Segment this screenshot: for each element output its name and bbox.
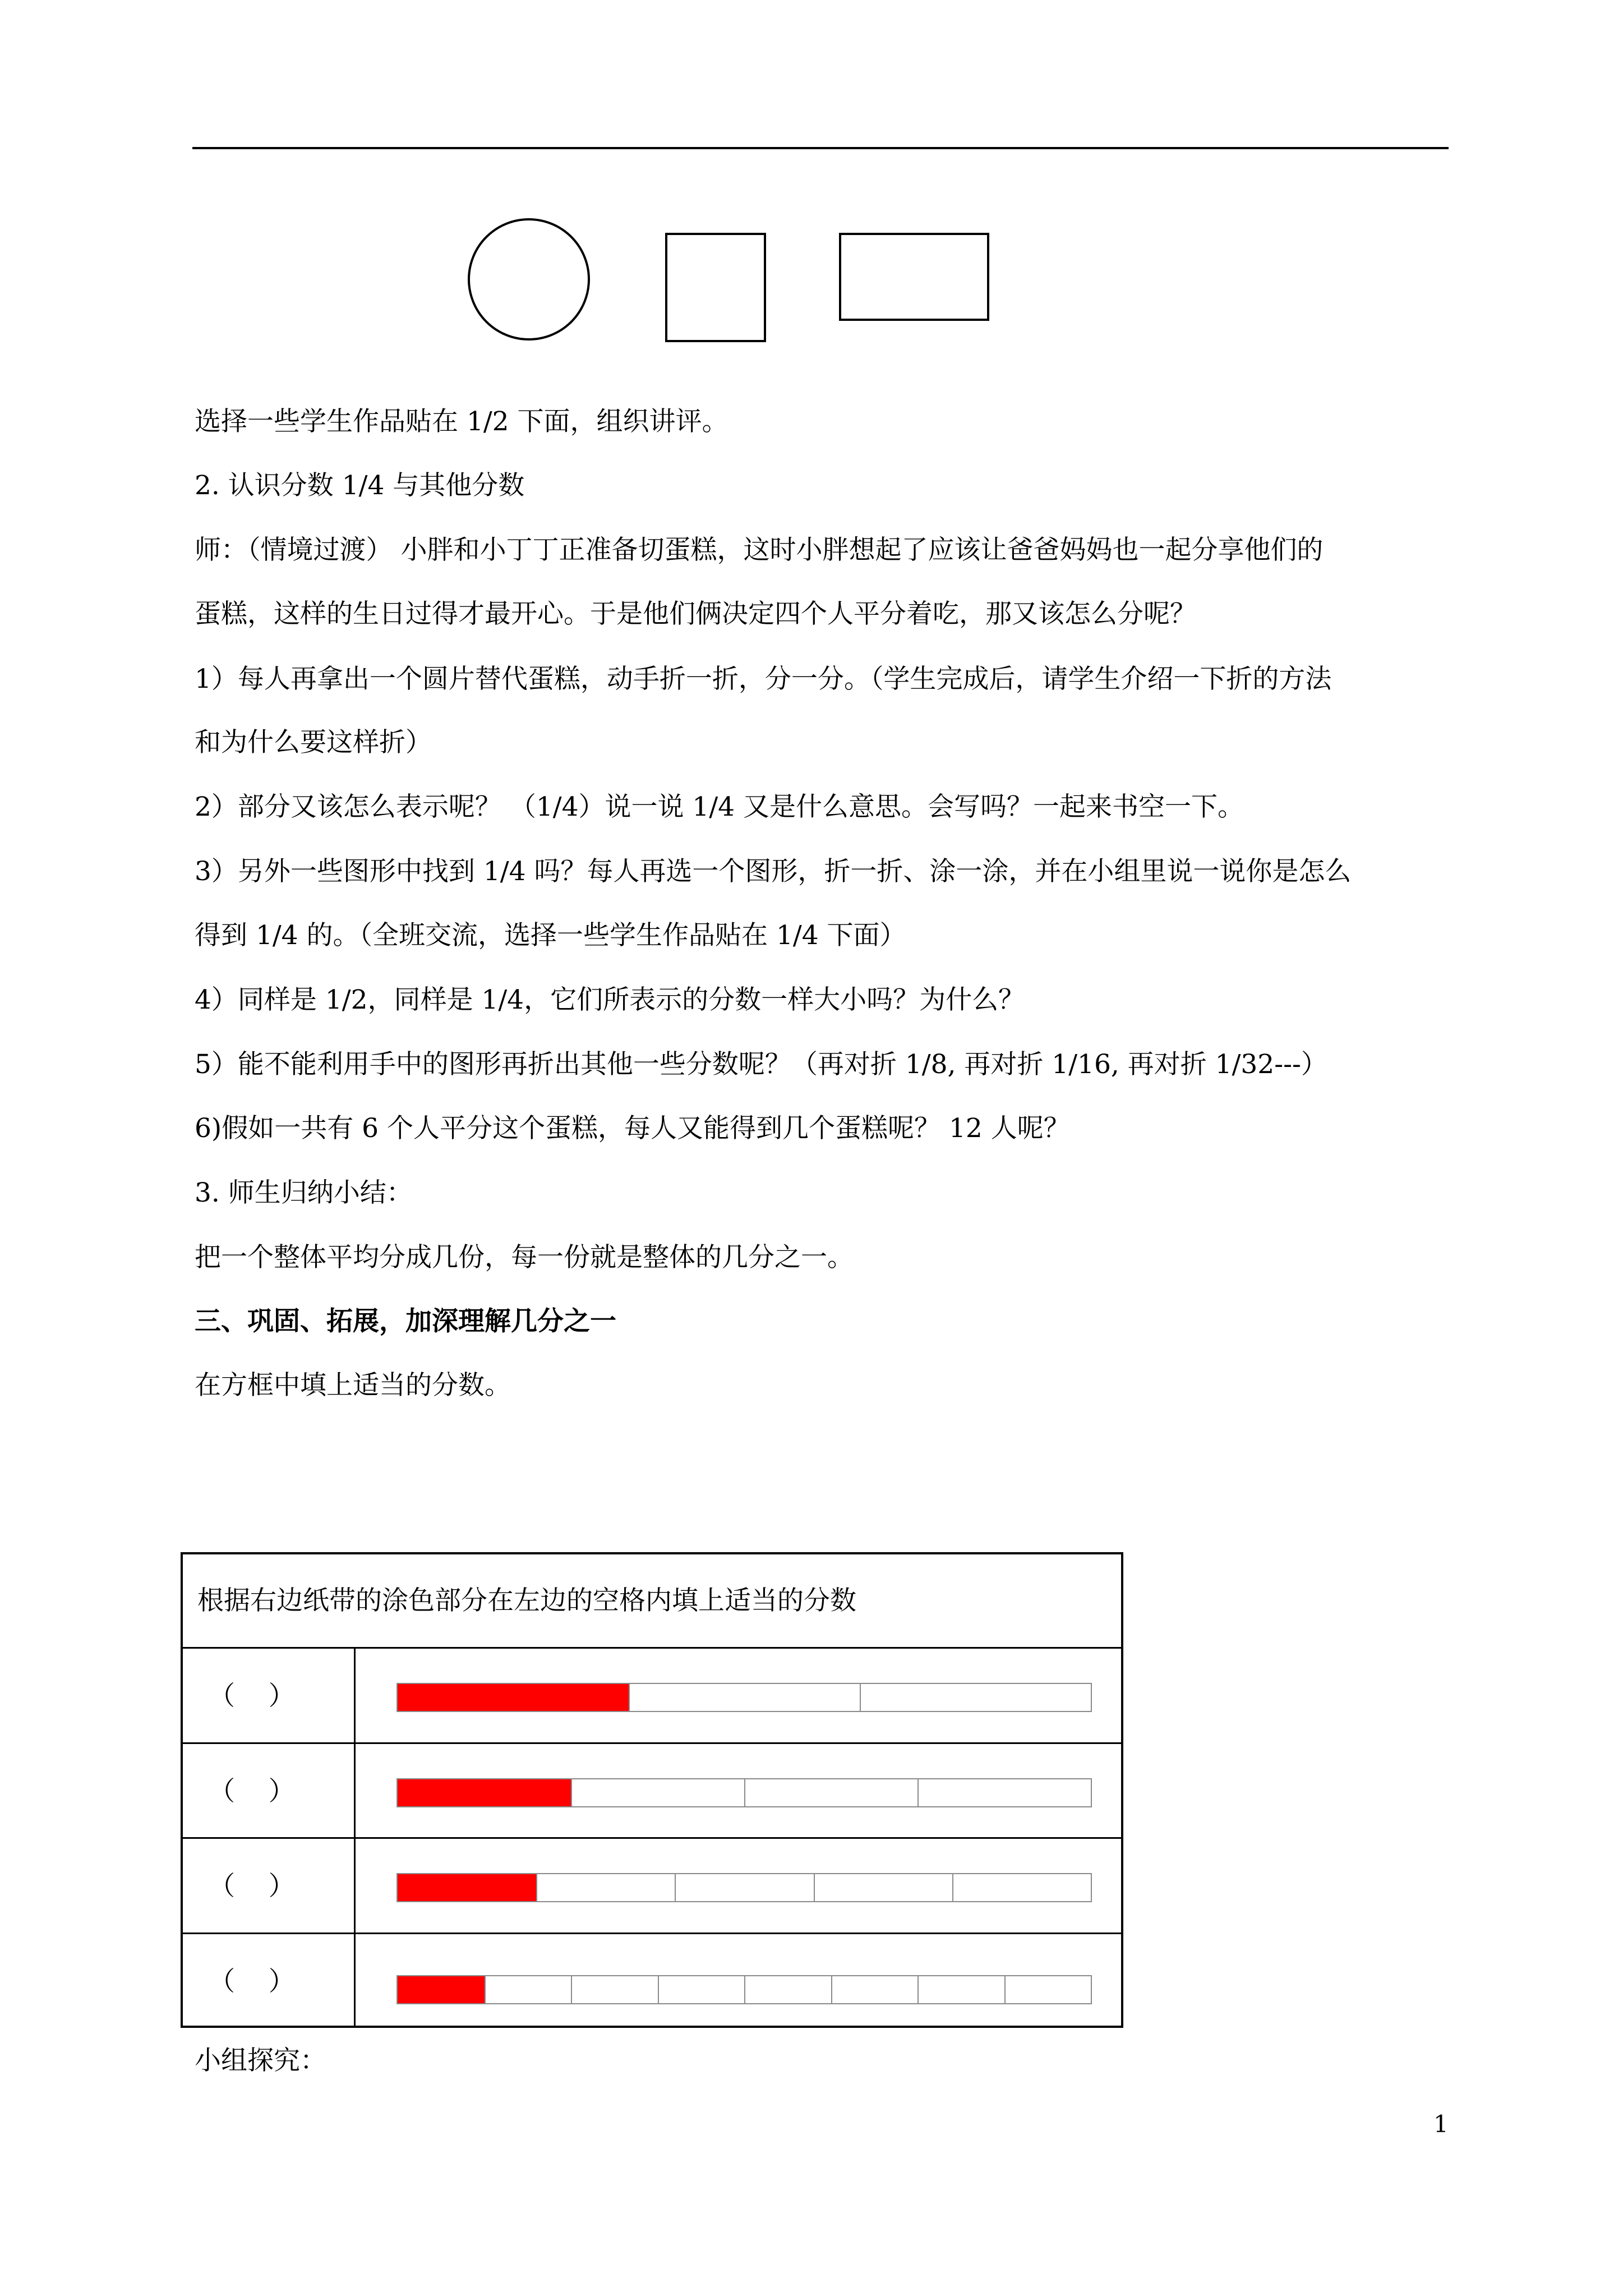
shaded-portion (398, 1684, 629, 1711)
strip-division-mark (571, 1778, 572, 1807)
shaded-portion (398, 1976, 485, 2003)
paragraph-instruction: 在方框中填上适当的分数。 (195, 1370, 511, 1401)
circle-shape (468, 218, 590, 341)
strip-division-mark (831, 1975, 832, 2004)
paragraph-summary: 把一个整体平均分成几份，每一份就是整体的几分之一。 (195, 1242, 854, 1273)
strip-division-mark (536, 1873, 537, 1902)
strip-division-mark (917, 1778, 919, 1807)
table-row (183, 1839, 1121, 1934)
strip-division-mark (952, 1873, 953, 1902)
paragraph-teacher-line-2: 蛋糕，这样的生日过得才最开心。于是他们俩决定四个人平分着吃，那又该怎么分呢？ (195, 599, 1196, 629)
strip-division-mark (571, 1975, 572, 2004)
paragraph-teacher-line-1: 师：（情境过渡） 小胖和小丁丁正准备切蛋糕，这时小胖想起了应该让爸爸妈妈也一起分享他们的 (195, 535, 1324, 565)
rectangle-shape (839, 233, 989, 321)
answer-blank[interactable]: （ ） (209, 1966, 295, 1997)
paragraph-item-2: 2）部分又该怎么表示呢？ （1/4）说一说 1/4 又是什么意思。会写吗？一起来书空一下。 (195, 792, 1244, 822)
table-row (183, 1934, 1121, 2028)
strip-division-mark (744, 1975, 745, 2004)
section-heading-consolidate: 三、巩固、拓展，加深理解几分之一 (195, 1306, 616, 1337)
strip-division-mark (917, 1975, 919, 2004)
strip-division-mark (1004, 1975, 1006, 2004)
fraction-strip-table (181, 1552, 1123, 2028)
strip-division-mark (814, 1873, 815, 1902)
paragraph-item-1-line-2: 和为什么要这样折） (195, 727, 432, 758)
shaded-portion (398, 1779, 571, 1806)
paragraph-item-1-line-1: 1）每人再拿出一个圆片替代蛋糕，动手折一折，分一分。（学生完成后，请学生介绍一下折的方法 (195, 664, 1332, 694)
paper-strip (396, 1975, 1092, 2004)
answer-blank[interactable]: （ ） (209, 1681, 295, 1711)
table-header-text: 根据右边纸带的涂色部分在左边的空格内填上适当的分数 (197, 1585, 856, 1616)
section-heading-2: 2. 认识分数 1/4 与其他分数 (195, 470, 525, 501)
paragraph-item-4: 4）同样是 1/2，同样是 1/4，它们所表示的分数一样大小吗？为什么？ (195, 984, 1025, 1015)
group-exploration-label: 小组探究： (195, 2045, 326, 2076)
strip-division-mark (675, 1873, 676, 1902)
header-rule (192, 147, 1449, 149)
paper-strip (396, 1683, 1092, 1712)
paper-strip (396, 1873, 1092, 1902)
paragraph-item-6: 6)假如一共有 6 个人平分这个蛋糕，每人又能得到几个蛋糕呢？ 12 人呢？ (195, 1113, 1070, 1144)
square-shape (665, 233, 766, 342)
shaded-portion (398, 1874, 536, 1901)
section-heading-3: 3. 师生归纳小结： (195, 1177, 413, 1208)
table-row (183, 1649, 1121, 1744)
table-row (183, 1744, 1121, 1839)
strip-division-mark (485, 1975, 486, 2004)
strip-division-mark (629, 1683, 630, 1712)
paragraph-display-note: 选择一些学生作品贴在 1/2 下面，组织讲评。 (195, 406, 728, 437)
paragraph-item-3-line-2: 得到 1/4 的。（全班交流，选择一些学生作品贴在 1/4 下面） (195, 920, 906, 951)
answer-blank[interactable]: （ ） (209, 1776, 295, 1807)
paragraph-item-3-line-1: 3）另外一些图形中找到 1/4 吗？每人再选一个图形，折一折、涂一涂，并在小组里说一说你是怎么 (195, 856, 1352, 887)
answer-blank[interactable]: （ ） (209, 1871, 295, 1902)
paragraph-item-5: 5）能不能利用手中的图形再折出其他一些分数呢？（再对折 1/8, 再对折 1/16, 再对折 1/32---） (195, 1049, 1327, 1080)
strip-division-mark (860, 1683, 861, 1712)
paper-strip (396, 1778, 1092, 1807)
page-number: 1 (1433, 2110, 1449, 2138)
strip-division-mark (744, 1778, 745, 1807)
table-header-row (183, 1554, 1121, 1649)
strip-division-mark (658, 1975, 659, 2004)
